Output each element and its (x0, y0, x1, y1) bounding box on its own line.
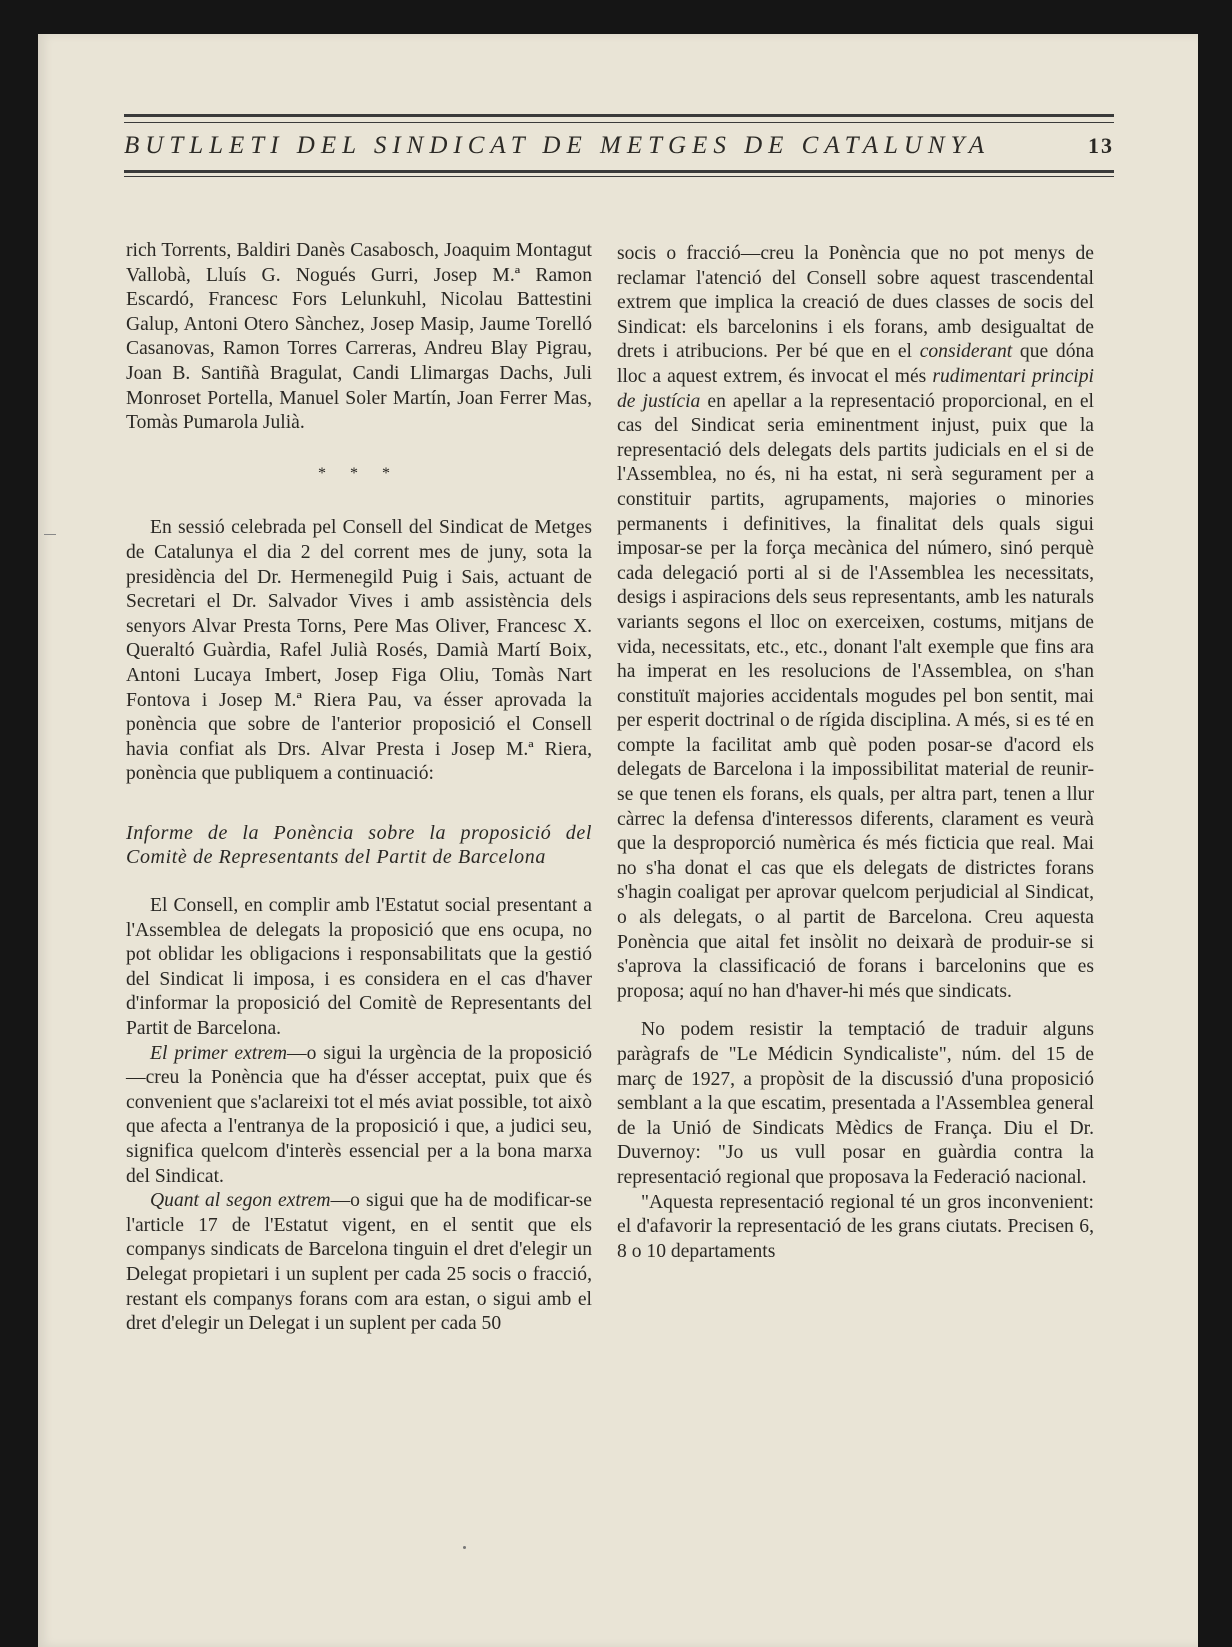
primer-extrem-text: —o sigui la urgència de la proposició—creu la Ponència que ha d'ésser acceptat, puix que és convenient que s'aclareixi tot el més aviat possible, tot això que afecta a l'entranya de la proposició i que, a judici seu, significa quelcom d'interès essencial per a la bona marxa del Sindicat. (126, 1042, 592, 1187)
right-column (617, 242, 1094, 1264)
socis-text-c: en apellar a la representació proporcional, en el cas del Sindicat seria eminentment injust, puix que la representació dels delegats dels partits judicials en el si de l'Assemblea, no és, ni ha estat, ni serà segurament per a constituir partits, agrupaments, majories o minories permanents i definitives, la finalitat dels quals sigui imposar-se per la força mecànica del número, sinó perquè cada delegació porti al si de l'Assemblea les necessitats, desigs i aspiracions dels seus representants, amb les naturals variants segons el lloc on exerceixen, costums, mitjans de vida, necessitats, etc., etc., donant l'alt exemple que fins ara ha imperat en les resolucions de l'Assemblea, on s'han constituït majories accidentals mogudes pel bon sentit, mai per esperit doctrinal o de rígida disciplina. A més, si es té en compte la facilitat amb què poden posar-se d'acord els delegats de Barcelona i la impossibilitat material de reunir-se que tenen els forans, els quals, per altra part, tenen a llur càrrec la defensa d'interessos diferents, clarament es veurà que la desproporció numèrica és més ficticia que real. Mai no s'ha donat el cas que els delegats de districtes forans s'hagin coaligat per aprovar quelcom perjudicial al Sindicat, o als delegats, o al partit de Barcelona. Creu aquesta Ponència que aital fet insòlit no deixarà de produir-se si s'aprova la classificació de forans i barcelonins que es proposa; aquí no han d'haver-hi més que sindicats. (617, 390, 1094, 1002)
paragraph-representacio-regional: "Aquesta representació regional té un gros inconvenient: el d'afavorir la representació de les grans ciutats. Precisen 6, 8 o 10 departaments (617, 1191, 1094, 1262)
header-rule-bottom (124, 170, 1114, 173)
running-header (124, 114, 1114, 177)
primer-extrem-label: El primer extrem (150, 1042, 287, 1064)
journal-title: BUTLLETI DEL SINDICAT DE METGES DE CATALUNYA (124, 132, 991, 159)
header-rule-top (124, 114, 1114, 117)
section-separator: * * * (318, 464, 400, 482)
paragraph-session: En sessió celebrada pel Consell del Sindicat de Metges de Catalunya el dia 2 del corrent mes de juny, sota la presidència del Dr. Hermenegild Puig i Sais, actuant de Secretari el Dr. Salvador Vives i amb assistència dels senyors Alvar Presta Torns, Pere Mas Oliver, Francesc X. Queraltó Guàrdia, Rafel Julià Rosés, Damià Martí Boix, Antoni Lucaya Imbert, Josep Figa Oliu, Tomàs Nart Fontova i Josep M.ª Riera Pau, va ésser aprovada la ponència que sobre de l'anterior proposició el Consell havia confiat als Drs. Alvar Presta i Josep M.ª Riera, ponència que publiquem a continuació: (126, 517, 592, 785)
margin-mark (44, 534, 56, 535)
socis-text-b: que dóna lloc a aquest extrem, és invocat el més (617, 341, 1094, 387)
left-column (126, 239, 592, 1337)
paragraph-consell: El Consell, en complir amb l'Estatut social presentant a l'Assemblea de delegats la proposició que ens ocupa, no pot oblidar les obligacions i responsabilitats que la gestió del Sindicat li imposa, i es considera en el cas d'haver d'informar la proposició del Comitè de Representants del Partit de Barcelona. (126, 895, 592, 1040)
header-rule-bottom-thin (124, 176, 1114, 177)
paragraph-primer-extrem (126, 1042, 592, 1190)
page (38, 34, 1198, 1647)
segon-extrem-label: Quant al segon extrem (150, 1190, 331, 1212)
report-heading: Informe de la Ponència sobre la proposició del Comitè de Representants del Partit de Barcelona (126, 821, 592, 869)
paragraph-segon-extrem (126, 1189, 592, 1337)
page-speck (463, 1546, 466, 1549)
paragraph-names-list: rich Torrents, Baldiri Danès Casabosch, Joaquim Montagut Vallobà, Lluís G. Nogués Gurri, Josep M.ª Ramon Escardó, Francesc Fors Lelunkuhl, Nicolau Battestini Galup, Antoni Otero Sànchez, Josep Masip, Jaume Torelló Casanovas, Ramon Torres Carreras, Andreu Blay Pigrau, Joan B. Santiñà Bragulat, Candi Llimargas Dachs, Juli Monroset Portella, Manuel Soler Martín, Joan Ferrer Mas, Tomàs Pumarola Julià. (126, 240, 592, 434)
principi-justicia-term: rudimentari principi de justícia (617, 365, 1094, 412)
considerant-term: considerant (919, 341, 1013, 363)
header-title-row (124, 123, 1114, 166)
socis-text-a: socis o fracció—creu la Ponència que no pot menys de reclamar l'atenció del Consell sobre aquest trascendental extrem que implica la creació de dues classes de socis del Sindicat: els barcelonins i els forans, amb desigualtat de drets i atribucions. Per bé que en el (617, 243, 1094, 363)
paragraph-medicin-syndicaliste: No podem resistir la temptació de traduir alguns paràgrafs de "Le Médicin Syndicaliste", núm. del 15 de març de 1927, a propòsit de la discussió d'una proposició semblant a la que escatim, presentada a l'Assemblea general de la Unió de Sindicats Mèdics de França. Diu el Dr. Duvernoy: "Jo us vull posar en guàrdia contra la representació regional que proposava la Federació nacional. (617, 1019, 1094, 1188)
page-number: 13 (1088, 133, 1114, 158)
paragraph-socis (617, 242, 1094, 1004)
paragraph-gap (617, 1004, 1094, 1018)
segon-extrem-text: —o sigui que ha de modificar-se l'article 17 de l'Estatut vigent, en el sentit que els companys sindicats de Barcelona tinguin el dret d'elegir un Delegat propietari i un suplent per cada 25 socis o fracció, restant els companys forans com ara estan, o sigui amb el dret d'elegir un Delegat i un suplent per cada 50 (126, 1190, 593, 1335)
